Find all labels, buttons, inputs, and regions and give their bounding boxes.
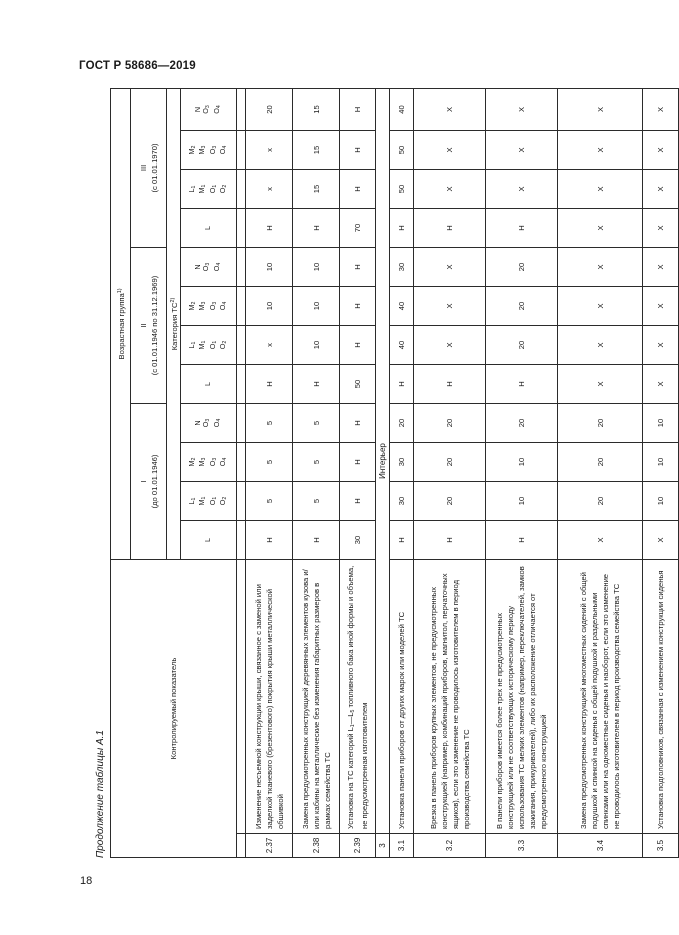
row-number: 3.1 [390, 834, 414, 858]
value-cell: X [643, 364, 679, 403]
indicator-text: Изменение несъемной конструкции крыши, связанное с заменой или заделкой тканевого (брезентового) покрытия крыши металлической обшивкой [246, 559, 293, 833]
table-row [558, 88, 643, 857]
value-cell: Н [340, 325, 376, 364]
table-row [340, 88, 376, 857]
group-header-2 [131, 247, 167, 403]
blank-cell [237, 130, 246, 169]
value-cell: X [486, 88, 558, 130]
group-roman: III [138, 164, 148, 172]
value-cell: Н [486, 208, 558, 247]
blank-cell [237, 559, 246, 833]
value-cell: Н [414, 520, 486, 559]
blank-cell [237, 834, 246, 858]
value-cell: X [414, 169, 486, 208]
value-cell: Н [293, 208, 340, 247]
value-cell: X [486, 169, 558, 208]
value-cell: X [558, 247, 643, 286]
value-cell: 10 [293, 247, 340, 286]
indicator-text: Установка на ТС категорий L1—L5 топливного бака иной формы и объема, не предусмотренная изготовителем [340, 559, 376, 833]
value-cell: 10 [246, 286, 293, 325]
row-number: 2.39 [340, 834, 376, 858]
cat-text: L [203, 537, 213, 542]
value-cell: 10 [293, 325, 340, 364]
cat-text: L [203, 381, 213, 386]
row-number: 2.38 [293, 834, 340, 858]
vehicle-category-footnote: 2) [169, 297, 176, 303]
value-cell: 15 [293, 130, 340, 169]
data-table [110, 88, 679, 858]
indicator-text: В панели приборов имеется более трех не предусмотренных конструкцией или не соответствующих историческому периоду использования ТС мелких элементов (например, переключателей, замков зажигания, прикуривателей), либо их расположение отличается от предусмотренного конструкцией [486, 559, 558, 833]
blank-cell [237, 247, 246, 286]
table-body [246, 88, 679, 857]
value-cell: 5 [246, 403, 293, 442]
value-cell: X [558, 325, 643, 364]
table-row [414, 88, 486, 857]
value-cell: Н [293, 364, 340, 403]
value-cell: Н [390, 364, 414, 403]
group-header-1 [131, 403, 167, 559]
value-cell: X [414, 88, 486, 130]
value-cell: 30 [390, 481, 414, 520]
value-cell: X [643, 130, 679, 169]
value-cell: 10 [643, 442, 679, 481]
value-cell: X [558, 520, 643, 559]
group-range: (с 01.01.1970) [149, 143, 159, 193]
blank-cell [237, 520, 246, 559]
blank-cell [237, 481, 246, 520]
value-cell: 15 [293, 88, 340, 130]
table-row [390, 88, 414, 857]
value-cell: 30 [340, 520, 376, 559]
row-number: 3.4 [558, 834, 643, 858]
value-cell: 20 [390, 403, 414, 442]
value-cell: X [558, 208, 643, 247]
value-cell: Н [340, 247, 376, 286]
indicator-text: Врезка в панель приборов крупных элементов, не предусмотренных конструкцией (например, комбинаций приборов, магнитол, перчаточных ящиков), если это изменение не проводилось изготовителем в период производства семейства ТС [414, 559, 486, 833]
value-cell: X [643, 520, 679, 559]
value-cell: X [558, 88, 643, 130]
indicator-text: Установка панели приборов от других марок или моделей ТС [390, 559, 414, 833]
value-cell: X [558, 286, 643, 325]
value-cell: Н [340, 442, 376, 481]
category-cell: M2 M3 O3 O4 [181, 130, 237, 169]
value-cell: Н [246, 208, 293, 247]
category-cell: M2 M3 O3 O4 [181, 286, 237, 325]
table-caption: Продолжение таблицы А.1 [95, 730, 106, 858]
blank-cell [237, 88, 246, 130]
value-cell: 10 [486, 442, 558, 481]
section-title: Интерьер [376, 88, 390, 833]
value-cell: Н [390, 208, 414, 247]
value-cell: Н [414, 364, 486, 403]
value-cell: 40 [390, 325, 414, 364]
row-number: 2.37 [246, 834, 293, 858]
blank-cell [237, 364, 246, 403]
value-cell: 5 [246, 442, 293, 481]
value-cell: 20 [486, 247, 558, 286]
age-group-label: Возрастная группа [116, 293, 126, 360]
age-group-header [111, 88, 131, 559]
value-cell: X [414, 247, 486, 286]
value-cell: Н [340, 403, 376, 442]
indicator-header: Контролируемый показатель [111, 559, 237, 857]
value-cell: Н [486, 364, 558, 403]
table-row [486, 88, 558, 857]
row-number: 3.2 [414, 834, 486, 858]
value-cell: 20 [558, 481, 643, 520]
value-cell: 20 [414, 481, 486, 520]
value-cell: Н [486, 520, 558, 559]
value-cell: 20 [486, 403, 558, 442]
value-cell: X [643, 88, 679, 130]
value-cell: 5 [246, 481, 293, 520]
category-cell [181, 208, 237, 247]
value-cell: X [643, 325, 679, 364]
category-cell: L1 M1 O1 O2 [181, 325, 237, 364]
value-cell: X [643, 169, 679, 208]
value-cell: X [643, 247, 679, 286]
value-cell: X [558, 130, 643, 169]
value-cell: 20 [486, 325, 558, 364]
page-number: 18 [80, 875, 93, 887]
value-cell: 20 [558, 442, 643, 481]
table-row [246, 88, 293, 857]
value-cell: 20 [414, 403, 486, 442]
age-group-footnote: 1) [116, 288, 123, 294]
value-cell: 30 [390, 442, 414, 481]
value-cell: 20 [558, 403, 643, 442]
row-number: 3.3 [486, 834, 558, 858]
section-row [376, 88, 390, 857]
category-cell: L1 M1 O1 O2 [181, 169, 237, 208]
value-cell: 30 [390, 247, 414, 286]
value-cell: Н [246, 520, 293, 559]
indicator-text: Замена предусмотренных конструкцией многоместных сидений с общей подушкой и спинкой на сиденья с общей подушкой и раздельными спинками или на одноместные сиденья и наоборот, если это изменение не проводилось изготовителем в период производства семейства ТС [558, 559, 643, 833]
group-header-3 [131, 88, 167, 247]
value-cell: Н [340, 286, 376, 325]
value-cell: Н [340, 88, 376, 130]
value-cell: x [246, 130, 293, 169]
group-roman: II [138, 323, 148, 328]
blank-cell [237, 169, 246, 208]
value-cell: 10 [643, 481, 679, 520]
value-cell: 20 [246, 88, 293, 130]
category-cell: N O3 O4 [181, 403, 237, 442]
category-cell: M2 M3 O3 O4 [181, 442, 237, 481]
value-cell: Н [340, 481, 376, 520]
vehicle-category-label: Категория ТС [169, 302, 179, 351]
value-cell: x [246, 169, 293, 208]
row-number: 3.5 [643, 834, 679, 858]
indicator-text: Установка подголовников, связанная с изменением конструкции сиденья [643, 559, 679, 833]
category-cell [181, 364, 237, 403]
group-range: (с 01.01.1946 по 31.12.1969) [149, 275, 159, 376]
blank-cell [237, 325, 246, 364]
value-cell: 40 [390, 88, 414, 130]
value-cell: 50 [340, 364, 376, 403]
value-cell: 10 [293, 286, 340, 325]
value-cell: X [486, 130, 558, 169]
value-cell: X [414, 286, 486, 325]
value-cell: Н [293, 520, 340, 559]
value-cell: 70 [340, 208, 376, 247]
value-cell: 10 [486, 481, 558, 520]
cat-text: L [203, 225, 213, 230]
blank-cell [237, 208, 246, 247]
value-cell: X [643, 286, 679, 325]
table-row [293, 88, 340, 857]
value-cell: 20 [414, 442, 486, 481]
value-cell: 50 [390, 169, 414, 208]
row-number: 3 [376, 834, 390, 858]
value-cell: 50 [390, 130, 414, 169]
value-cell: x [246, 325, 293, 364]
category-cell [181, 520, 237, 559]
blank-row [237, 88, 246, 857]
value-cell: 5 [293, 442, 340, 481]
value-cell: X [558, 169, 643, 208]
value-cell: 40 [390, 286, 414, 325]
category-cell: N O3 O4 [181, 247, 237, 286]
value-cell: X [414, 130, 486, 169]
value-cell: 10 [246, 247, 293, 286]
value-cell: 5 [293, 403, 340, 442]
value-cell: X [558, 364, 643, 403]
value-cell: X [414, 325, 486, 364]
value-cell: Н [340, 130, 376, 169]
blank-cell [237, 442, 246, 481]
blank-cell [237, 403, 246, 442]
table-row [643, 88, 679, 857]
standard-title: ГОСТ Р 58686—2019 [79, 60, 196, 72]
value-cell: 5 [293, 481, 340, 520]
value-cell: Н [414, 208, 486, 247]
value-cell: Н [246, 364, 293, 403]
category-cell: N O3 O4 [181, 88, 237, 130]
indicator-text: Замена предусмотренных конструкцией деревянных элементов кузова и/или кабины на металлические без изменения габаритных размеров в рамках семейства ТС [293, 559, 340, 833]
category-cell: L1 M1 O1 O2 [181, 481, 237, 520]
group-roman: I [138, 480, 148, 483]
value-cell: X [643, 208, 679, 247]
value-cell: 15 [293, 169, 340, 208]
value-cell: 20 [486, 286, 558, 325]
vehicle-category-header [167, 88, 181, 559]
value-cell: 10 [643, 403, 679, 442]
blank-cell [237, 286, 246, 325]
value-cell: Н [340, 169, 376, 208]
group-range: (до 01.01.1946) [149, 454, 159, 509]
rotated-table-page [94, 88, 665, 858]
value-cell: Н [390, 520, 414, 559]
